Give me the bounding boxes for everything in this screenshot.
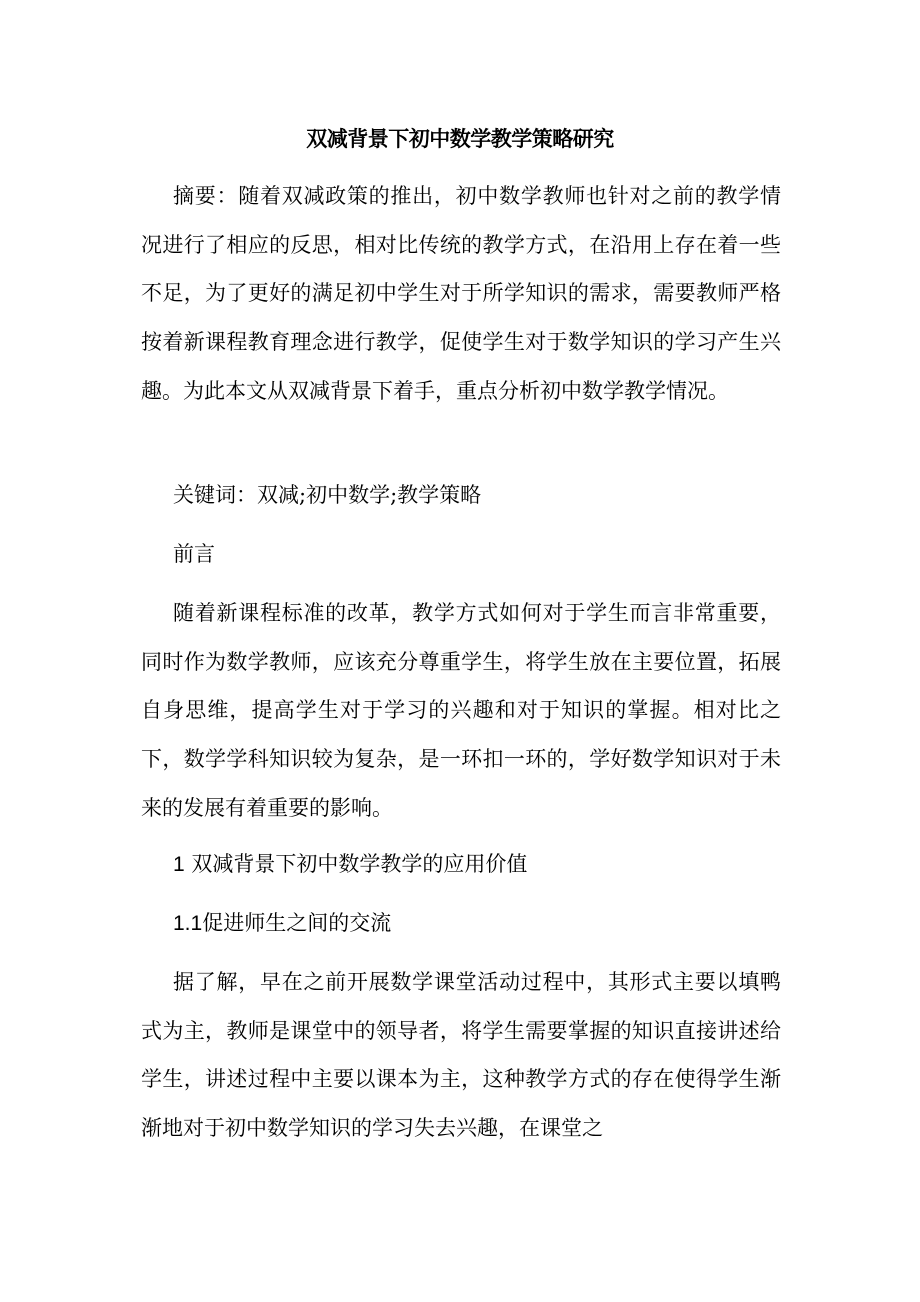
preface-paragraph: 随着新课程标准的改革，教学方式如何对于学生而言非常重要，同时作为数学教师，应该充分尊重学生，将学生放在主要位置，拓展自身思维，提高学生对于学习的兴趣和对于知识的掌握。相对比之下，数学学科知识较为复杂，是一环扣一环的，学好数学知识对于未来的发展有着重要的影响。: [141, 601, 781, 820]
section-1-1-number: 1.1: [173, 912, 203, 935]
section-1-number: 1: [173, 853, 185, 876]
section-1-1-title: 促进师生之间的交流: [202, 911, 392, 935]
abstract-paragraph: 摘要：随着双减政策的推出，初中数学教师也针对之前的教学情况进行了相应的反思，相对比传统的教学方式，在沿用上存在着一些不足，为了更好的满足初中学生对于所学知识的需求，需要教师严格按着新课程教育理念进行教学，促使学生对于数学知识的学习产生兴趣。为此本文从双减背景下着手，重点分析初中数学教学情况。: [141, 184, 781, 403]
keywords-line: 关键词：双减;初中数学;教学策略: [173, 483, 482, 507]
section-1-1-heading: [173, 908, 391, 939]
section-1-1-paragraph: 据了解，早在之前开展数学课堂活动过程中，其形式主要以填鸭式为主，教师是课堂中的领导者，将学生需要掌握的知识直接讲述给学生，讲述过程中主要以课本为主，这种教学方式的存在使得学生渐渐地对于初中数学知识的学习失去兴趣，在课堂之: [141, 970, 781, 1141]
section-1-title: 双减背景下初中数学教学的应用价值: [191, 852, 528, 876]
section-1-heading: [173, 849, 527, 880]
document-title: 双减背景下初中数学教学策略研究: [306, 127, 614, 151]
preface-heading: 前言: [173, 542, 215, 566]
